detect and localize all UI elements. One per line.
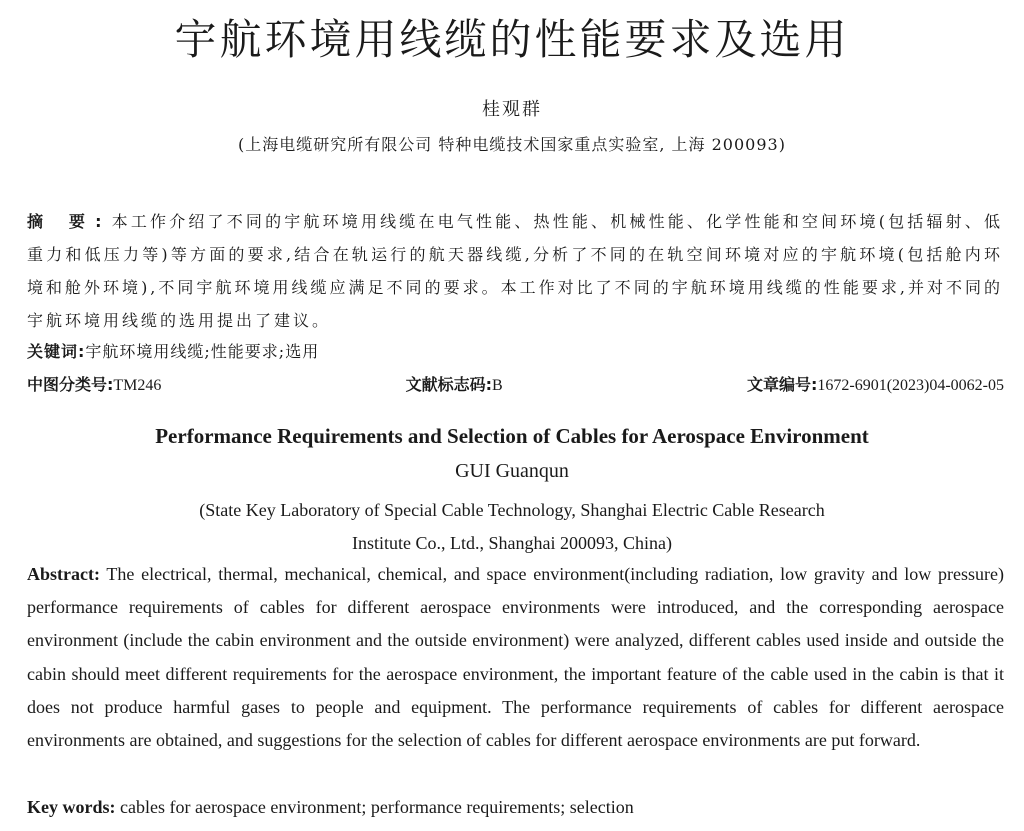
keywords-en-text: cables for aerospace environment; performance requirements; selection	[115, 797, 634, 817]
doc-code-value: B	[492, 377, 503, 394]
article-no-label: 文章编号:	[746, 375, 818, 394]
abstract-en	[27, 558, 1004, 757]
article-no-value: 1672-6901(2023)04-0062-05	[817, 377, 1004, 394]
affiliation-en	[0, 494, 1024, 560]
affiliation-en-line1: (State Key Laboratory of Special Cable Technology, Shanghai Electric Cable Research	[199, 500, 825, 520]
affiliation-en-line2: Institute Co., Ltd., Shanghai 200093, China)	[352, 533, 672, 553]
abstract-en-text: The electrical, thermal, mechanical, chemical, and space environment(including radiation, low gravity and low pressure) performance requirements of cables for different aerospace environments were introduced, and the corresponding aerospace environment (include the cabin environment and the outside environment) were analyzed, different cables used inside and outside the cabin should meet different requirements for the aerospace environment, the important feature of the cable used in the cabin is that it does not produce harmful gases to people and equipment. The performance requirements of cables for different aerospace environments are obtained, and suggestions for the selection of cables for different aerospace environments are put forward.	[27, 564, 1004, 751]
article-number	[747, 373, 1004, 398]
abstract-cn-label: 摘 要:	[27, 212, 112, 231]
keywords-en	[27, 794, 634, 820]
paper-title-cn: 宇航环境用线缆的性能要求及选用	[174, 15, 850, 64]
doc-code-label: 文献标志码:	[405, 375, 493, 394]
abstract-cn	[27, 205, 1003, 337]
author-name-cn: 桂观群	[482, 99, 542, 120]
clc-label: 中图分类号:	[27, 375, 114, 394]
paper-title-en: Performance Requirements and Selection of Cables for Aerospace Environment	[155, 424, 869, 448]
abstract-en-label: Abstract:	[27, 564, 100, 584]
keywords-cn-text: 宇航环境用线缆;性能要求;选用	[85, 342, 320, 361]
keywords-en-label: Key words:	[27, 797, 116, 817]
keywords-cn-label: 关键词:	[27, 342, 86, 361]
classification-row	[27, 373, 1004, 398]
keywords-cn	[27, 340, 319, 364]
affiliation-cn: (上海电缆研究所有限公司 特种电缆技术国家重点实验室, 上海 200093)	[238, 135, 786, 154]
document-code	[406, 373, 503, 398]
clc-number	[27, 373, 161, 398]
clc-value: TM246	[113, 377, 162, 394]
author-name-en: GUI Guanqun	[455, 460, 569, 482]
abstract-cn-text: 本工作介绍了不同的宇航环境用线缆在电气性能、热性能、机械性能、化学性能和空间环境(包括辐射、低重力和低压力等)等方面的要求,结合在轨运行的航天器线缆,分析了不同的在轨空间环境对应的宇航环境(包括舱内环境和舱外环境),不同宇航环境用线缆应满足不同的要求。本工作对比了不同的宇航环境用线缆的性能要求,并对不同的宇航环境用线缆的选用提出了建议。	[27, 212, 1003, 330]
